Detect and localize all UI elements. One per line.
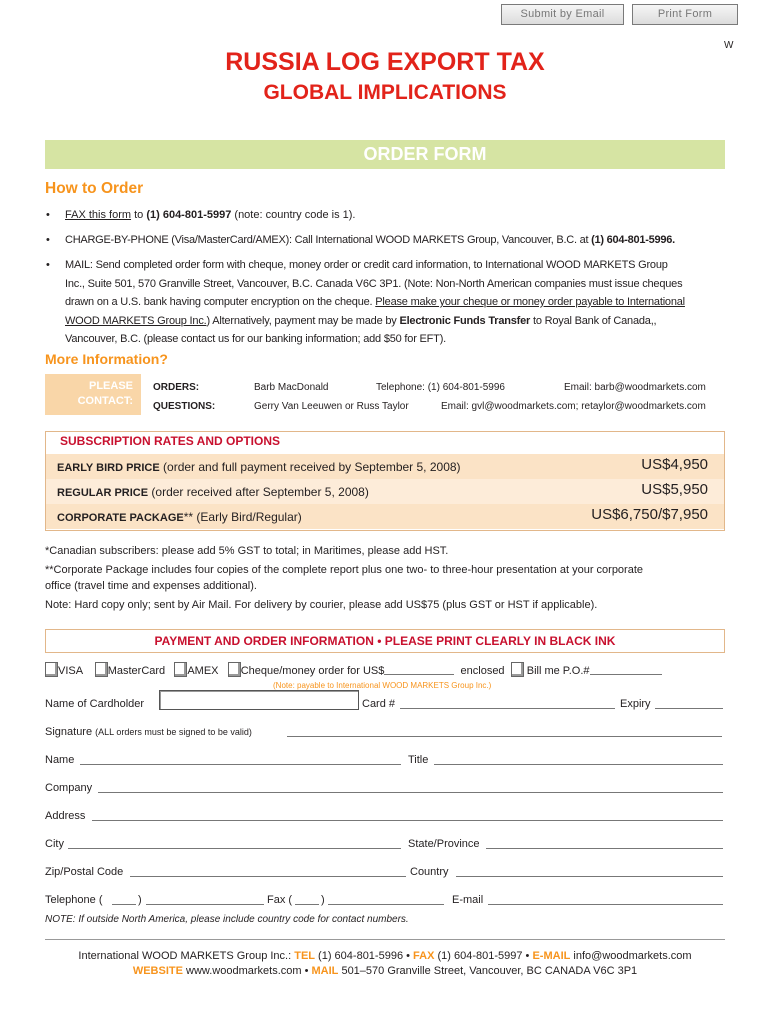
signature-label [45, 726, 252, 738]
footer-email-label: E-MAIL [532, 950, 571, 962]
contact-label-2: CONTACT: [77, 395, 133, 407]
visa-checkbox[interactable] [45, 662, 58, 677]
mastercard-label: MasterCard [107, 665, 166, 677]
rate-desc: ** (Early Bird/Regular) [183, 510, 302, 524]
payment-method-row [45, 662, 662, 677]
page-title: RUSSIA LOG EXPORT TAX [225, 48, 545, 76]
mail-line-5: Vancouver, B.C. (please contact us for our banking information; add $50 for EFT). [65, 333, 447, 345]
expiry-label: Expiry [620, 698, 651, 710]
mail-line-4a: WOOD MARKETS Group Inc. [65, 314, 207, 327]
footer-line-2 [0, 965, 770, 977]
mastercard-checkbox[interactable] [95, 662, 108, 677]
footer-tel: (1) 604-801-5996 • [315, 950, 414, 962]
state-field[interactable] [486, 848, 723, 849]
rate-price: US$6,750/$7,950 [591, 506, 708, 523]
order-form-banner [45, 140, 725, 169]
country-field[interactable] [456, 876, 723, 877]
mail-line-3b: Please make your cheque or money order payable to International [375, 296, 685, 308]
signature-field[interactable] [287, 736, 722, 737]
signature-text: Signature [45, 726, 93, 738]
signature-note: (ALL orders must be signed to be valid) [95, 727, 252, 737]
telephone-close: ) [138, 894, 142, 906]
orders-label: ORDERS: [153, 382, 200, 393]
cardholder-label: Name of Cardholder [45, 698, 145, 710]
questions-label: QUESTIONS: [153, 401, 216, 412]
telephone-field[interactable] [146, 904, 264, 905]
country-code-note: NOTE: If outside North America, please include country code for contact numbers. [45, 914, 409, 925]
rate-label [57, 510, 302, 524]
footer-fax: (1) 604-801-5997 • [434, 950, 533, 962]
note-corporate-1: **Corporate Package includes four copies of the complete report plus one two- to three-hour presentation at your corporate [45, 564, 644, 576]
footer-line-1 [0, 950, 770, 962]
rate-row [46, 454, 724, 479]
amex-label: AMEX [187, 665, 219, 677]
city-field[interactable] [68, 848, 401, 849]
fax-to: to [131, 209, 147, 221]
orders-name: Barb MacDonald [254, 382, 329, 393]
footer-company: International WOOD MARKETS Group Inc.: [78, 950, 295, 962]
card-number-field[interactable] [400, 708, 615, 709]
footer-fax-label: FAX [413, 950, 435, 962]
questions-names: Gerry Van Leeuwen or Russ Taylor [254, 401, 409, 412]
more-info-heading: More Information? [45, 351, 168, 367]
submit-by-email-button[interactable]: Submit by Email [501, 4, 624, 25]
po-number-field[interactable] [590, 674, 662, 675]
rate-row [46, 504, 724, 529]
orders-telephone: Telephone: (1) 604-801-5996 [376, 382, 505, 393]
cheque-checkbox[interactable] [228, 662, 241, 677]
bullet-fax: • FAX this form to (1) 604-801-5997 (note: country code is 1). [46, 209, 356, 221]
fax-note: (note: country code is 1). [231, 209, 356, 221]
subscription-heading: SUBSCRIPTION RATES AND OPTIONS [60, 434, 281, 448]
card-number-label: Card # [362, 698, 396, 710]
rate-price: US$4,950 [641, 456, 708, 473]
footer-divider [45, 939, 725, 940]
mail-line-2: Inc., Suite 501, 570 Granville Street, Vancouver, B.C. Canada V6C 3P1. (Note: Non-North American companies must issue cheques [65, 277, 683, 290]
fax-form-link[interactable]: FAX this form [65, 209, 132, 221]
print-form-button[interactable]: Print Form [632, 4, 738, 25]
mail-line-4b: ) Alternatively, payment may be made by [206, 314, 400, 327]
mail-line-3a: drawn on a U.S. bank having computer encryption on the cheque. [65, 296, 376, 308]
rate-desc: (order received after September 5, 2008) [148, 485, 369, 499]
bill-me-label: Bill me P.O.# [526, 665, 590, 677]
footer-email: info@woodmarkets.com [570, 950, 692, 962]
rate-name: EARLY BIRD PRICE [57, 462, 160, 474]
eft-label: Electronic Funds Transfer [399, 314, 531, 327]
cheque-payable-note: (Note: payable to International WOOD MARKETS Group Inc.) [273, 681, 492, 690]
phone-text: CHARGE-BY-PHONE (Visa/MasterCard/AMEX): Call International WOOD MARKETS Group, Vancouver, B.C. at [65, 234, 592, 246]
rate-price: US$5,950 [641, 481, 708, 498]
footer-mail: 501–570 Granville Street, Vancouver, BC CANADA V6C 3P1 [338, 965, 638, 977]
rate-desc: (order and full payment received by September 5, 2008) [159, 460, 461, 474]
payment-heading: PAYMENT AND ORDER INFORMATION • PLEASE PRINT CLEARLY IN BLACK INK [45, 629, 725, 653]
fax-area-field[interactable] [295, 904, 319, 905]
title-field[interactable] [434, 764, 723, 765]
name-field[interactable] [80, 764, 401, 765]
company-label: Company [45, 782, 93, 794]
footer-mail-label: MAIL [311, 965, 339, 977]
fax-number: (1) 604-801-5997 [146, 209, 232, 221]
mail-line-4d: to Royal Bank of Canada,, [530, 314, 657, 327]
please-contact-box [45, 374, 141, 415]
corner-mark: W [724, 40, 734, 51]
fax-label: Fax ( [267, 894, 293, 906]
cheque-amount-field[interactable] [384, 674, 454, 675]
email-label: E-mail [452, 894, 484, 906]
title-label: Title [408, 754, 429, 766]
enclosed-label: enclosed [460, 665, 505, 677]
phone-number: (1) 604-801-5996. [591, 234, 675, 246]
expiry-field[interactable] [655, 708, 723, 709]
fax-close: ) [321, 894, 325, 906]
address-field[interactable] [92, 820, 723, 821]
telephone-area-field[interactable] [112, 904, 136, 905]
address-label: Address [45, 810, 86, 822]
rate-label [57, 460, 461, 474]
fax-field[interactable] [328, 904, 444, 905]
orders-email: Email: barb@woodmarkets.com [564, 382, 706, 393]
footer-website: www.woodmarkets.com • [182, 965, 312, 977]
order-form-label: ORDER FORM [363, 144, 487, 164]
country-label: Country [410, 866, 449, 878]
how-to-order-heading: How to Order [45, 180, 144, 197]
zip-field[interactable] [130, 876, 406, 877]
footer-tel-label: TEL [294, 950, 315, 962]
note-gst: *Canadian subscribers: please add 5% GST to total; in Maritimes, please add HST. [45, 545, 449, 557]
visa-label: VISA [58, 665, 83, 677]
rate-name: REGULAR PRICE [57, 487, 149, 499]
mail-line-1: MAIL: Send completed order form with cheque, money order or credit card information, to International WOOD MARKETS Group [65, 259, 668, 271]
amex-checkbox[interactable] [174, 662, 187, 677]
state-label: State/Province [408, 838, 480, 850]
rate-name: CORPORATE PACKAGE [57, 512, 184, 524]
bullet-phone: • CHARGE-BY-PHONE (Visa/MasterCard/AMEX): Call International WOOD MARKETS Group, Vancouver, B.C. at (1) 604-801-5996. [46, 234, 675, 246]
bill-me-checkbox[interactable] [511, 662, 524, 677]
footer-website-label: WEBSITE [132, 965, 183, 977]
city-label: City [45, 838, 64, 850]
questions-email: Email: gvl@woodmarkets.com; retaylor@woodmarkets.com [441, 401, 706, 412]
page-subtitle: GLOBAL IMPLICATIONS [263, 81, 507, 104]
telephone-label: Telephone ( [45, 894, 103, 906]
company-field[interactable] [98, 792, 723, 793]
rate-row [46, 479, 724, 504]
note-hardcopy: Note: Hard copy only; sent by Air Mail. For delivery by courier, please add US$75 (plus GST or HST if applicable). [45, 599, 598, 611]
name-label: Name [45, 754, 75, 766]
cheque-label: Cheque/money order for US$ [240, 665, 385, 677]
bullet-mail: • MAIL: Send completed order form with cheque, money order or credit card information, to International WOOD MARKETS Group Inc., Suite 501, 570 Granville Street, Vancouver, B.C. Canada V6C 3P1. (Note: Non-North American companies must issue cheques drawn on a U.S. bank having computer encryption on the cheque. Please make your cheque or money order payable to International WOOD MARKETS Group Inc.) Alternatively, payment may be made by Electronic Funds Transfer to Royal Bank of Canada,, Vancouver, B.C. (please contact us for our banking information; add $50 for EFT). [65, 256, 745, 349]
cardholder-input[interactable] [159, 690, 359, 710]
contact-label-1: PLEASE [88, 380, 133, 392]
note-corporate-2: office (travel time and expenses additional). [45, 580, 257, 592]
rate-label [57, 485, 369, 499]
zip-label: Zip/Postal Code [45, 866, 124, 878]
email-field[interactable] [488, 904, 723, 905]
